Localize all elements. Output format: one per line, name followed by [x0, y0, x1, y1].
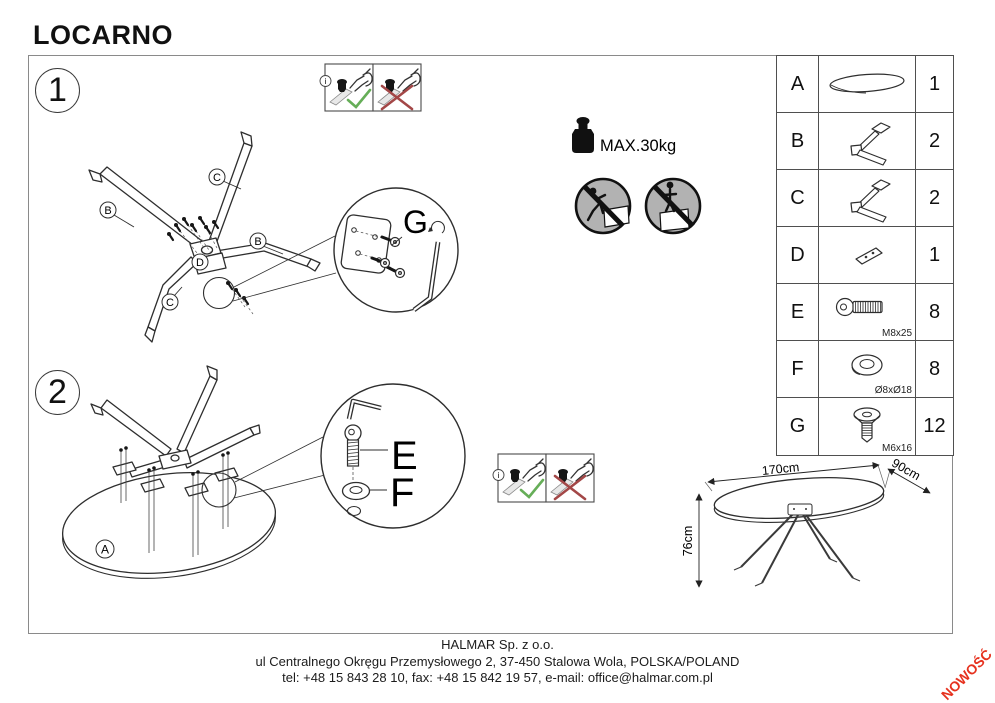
badge-label: NOWOŚĆ — [937, 645, 995, 703]
table-row — [777, 398, 953, 455]
callout-e-label: E — [391, 434, 418, 478]
part-drawing-cell — [819, 398, 916, 455]
parts-list-table — [776, 55, 954, 456]
part-qty: 1 — [928, 72, 941, 95]
part-letter: F — [777, 341, 819, 397]
step-2-tabletop-diagram — [51, 361, 471, 606]
mounting-plate-icon — [820, 230, 915, 280]
part-label-d-center: D — [196, 257, 204, 269]
footer-contact: tel: +48 15 843 28 10, fax: +48 15 842 19 57, e-mail: office@halmar.com.pl — [282, 670, 713, 685]
callout-connector-line — [233, 273, 336, 301]
diagram-area — [28, 55, 953, 634]
callout-g — [334, 188, 458, 312]
part-label-c-top: C — [213, 172, 221, 184]
part-spec: M8x25 — [881, 328, 912, 339]
part-drawing-cell — [819, 341, 916, 397]
part-label-b-left: B — [104, 205, 112, 217]
part-qty: 2 — [928, 186, 941, 209]
part-letter: B — [777, 113, 819, 169]
tabletop-oval-icon — [820, 59, 915, 109]
part-qty: 12 — [923, 415, 946, 437]
table-row — [777, 341, 953, 398]
step-2-digit: 2 — [48, 373, 67, 411]
footer-company: HALMAR Sp. z o.o. — [441, 637, 554, 652]
part-letter: G — [777, 398, 819, 455]
part-spec: Ø8xØ18 — [874, 385, 912, 396]
part-spec: M6x16 — [881, 443, 912, 454]
part-drawing-cell — [819, 170, 916, 226]
table-row — [777, 284, 953, 341]
tabletop-label — [96, 540, 114, 558]
table-row — [777, 113, 953, 170]
max-weight-warning — [566, 113, 696, 161]
tabletop-oval — [57, 461, 281, 589]
dimensions-diagram — [677, 456, 949, 624]
weight-icon — [572, 117, 594, 153]
table-row — [777, 56, 953, 113]
table-leg-icon — [820, 173, 915, 223]
callout-e-f — [321, 384, 465, 528]
table-sketch — [713, 472, 886, 586]
part-qty: 8 — [928, 300, 941, 323]
part-label-c-bottom: C — [166, 297, 174, 309]
info-icon: i — [497, 471, 500, 480]
callout-connector-line — [234, 236, 335, 287]
new-product-badge — [928, 636, 995, 703]
step-1-digit: 1 — [48, 71, 67, 109]
info-icon: i — [324, 77, 327, 86]
dimension-length: 170cm — [761, 460, 800, 478]
dimension-depth: 90cm — [889, 456, 923, 484]
footer — [0, 637, 995, 687]
hand-tighten-instruction-icon — [317, 59, 429, 115]
table-row — [777, 227, 953, 284]
part-letter: C — [777, 170, 819, 226]
table-row — [777, 170, 953, 227]
part-drawing-cell — [819, 56, 916, 112]
no-climbing-icon — [576, 179, 630, 233]
no-standing-icon — [646, 179, 700, 233]
part-letter: A — [777, 56, 819, 112]
callout-connector-line — [235, 437, 323, 482]
table-leg-icon — [820, 116, 915, 166]
page-title: LOCARNO — [33, 20, 173, 50]
callout-f-label: F — [390, 471, 415, 515]
part-qty: 8 — [928, 357, 941, 380]
part-letter: E — [777, 284, 819, 340]
dimension-height: 76cm — [681, 525, 695, 557]
part-qty: 1 — [928, 243, 941, 266]
part-label-b-right: B — [254, 236, 262, 248]
hand-tighten-instruction-icon — [491, 451, 599, 509]
part-drawing-cell — [819, 113, 916, 169]
max-weight-label: MAX.30kg — [600, 137, 677, 155]
part-drawing-cell — [819, 284, 916, 340]
footer-address: ul Centralnego Okręgu Przemysłowego 2, 37-450 Stalowa Wola, POLSKA/POLAND — [255, 653, 740, 669]
part-qty: 2 — [928, 129, 941, 152]
part-letter: D — [777, 227, 819, 283]
callout-g-label: G — [403, 204, 428, 240]
part-label-a: A — [100, 542, 110, 557]
legs-drawing — [89, 132, 320, 342]
prohibition-icons — [571, 176, 706, 238]
step-1-exploded-legs-diagram — [61, 61, 511, 376]
zoom-circle — [204, 278, 235, 309]
part-drawing-cell — [819, 227, 916, 283]
